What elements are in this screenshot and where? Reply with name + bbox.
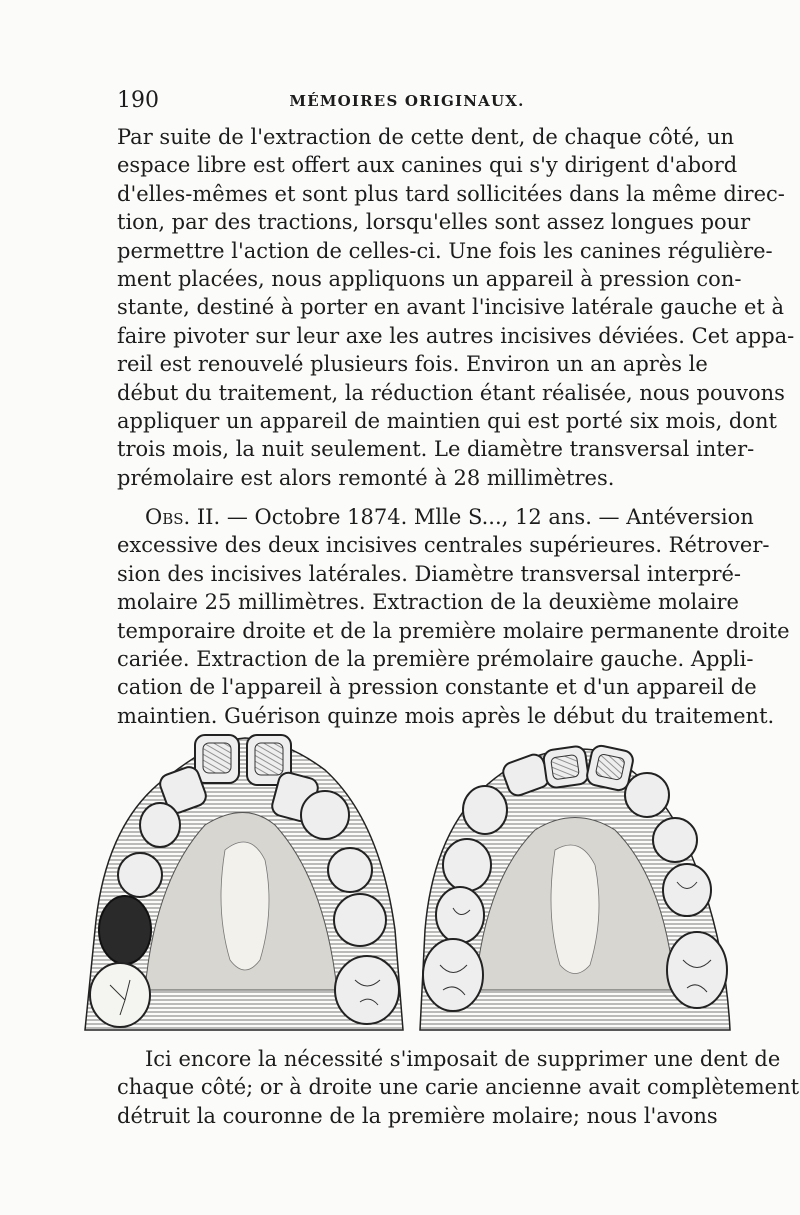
text-line: détruit la couronne de la première molaire; nous l'avons	[117, 1103, 718, 1128]
page-number: 190	[117, 88, 159, 113]
text-line: trois mois, la nuit seulement. Le diamètre transversal inter-	[117, 437, 755, 462]
text-line: temporaire droite et de la première molaire permanente droite	[117, 618, 790, 643]
text-line: d'elles-mêmes et sont plus tard sollicitées dans la même direc-	[117, 181, 785, 206]
dental-cast-figure	[75, 730, 735, 1035]
text-line: faire pivoter sur leur axe les autres incisives déviées. Cet appa-	[117, 323, 795, 348]
text-line: stante, destiné à porter en avant l'incisive latérale gauche et à	[117, 295, 785, 320]
paragraph-1	[117, 123, 795, 492]
text-line: molaire 25 millimètres. Extraction de la deuxième molaire	[117, 590, 739, 615]
text-line: chaque côté; or à droite une carie ancienne avait complètement	[117, 1075, 800, 1100]
page-header	[117, 88, 697, 116]
text-line: début du traitement, la réduction étant réalisée, nous pouvons	[117, 380, 785, 405]
text-line: Ici encore la nécessité s'imposait de supprimer une dent de	[145, 1047, 781, 1071]
text-line: prémolaire est alors remonté à 28 millimètres.	[117, 465, 615, 490]
text-line: excessive des deux incisives centrales supérieures. Rétrover-	[117, 533, 770, 558]
text-line: reil est renouvelé plusieurs fois. Environ un an après le	[117, 352, 708, 377]
text-line: ment placées, nous appliquons un appareil à pression con-	[117, 266, 742, 291]
text-line: cariée. Extraction de la première prémolaire gauche. Appli-	[117, 646, 754, 671]
text-line: espace libre est offert aux canines qui s'y dirigent d'abord	[117, 153, 738, 178]
observation-label: Obs. II.	[145, 505, 221, 529]
text-line: appliquer un appareil de maintien qui est porté six mois, dont	[117, 408, 777, 433]
text-line: — Octobre 1874. Mlle S..., 12 ans. — Antéversion	[220, 505, 754, 529]
text-line: sion des incisives latérales. Diamètre transversal interpré-	[117, 561, 742, 586]
left-dental-arch	[85, 735, 403, 1030]
right-dental-arch	[420, 744, 730, 1030]
text-line: Par suite de l'extraction de cette dent, de chaque côté, un	[117, 125, 735, 149]
running-title: MÉMOIRES ORIGINAUX.	[289, 92, 525, 110]
observation-block	[117, 503, 790, 730]
text-line: permettre l'action de celles-ci. Une fois les canines régulière-	[117, 238, 773, 263]
text-line: tion, par des tractions, lorsqu'elles sont assez longues pour	[117, 210, 751, 235]
text-line: maintien. Guérison quinze mois après le début du traitement.	[117, 703, 775, 728]
observation-first-line	[117, 503, 754, 531]
text-line: cation de l'appareil à pression constante et d'un appareil de	[117, 675, 757, 700]
paragraph-2	[117, 1045, 800, 1130]
